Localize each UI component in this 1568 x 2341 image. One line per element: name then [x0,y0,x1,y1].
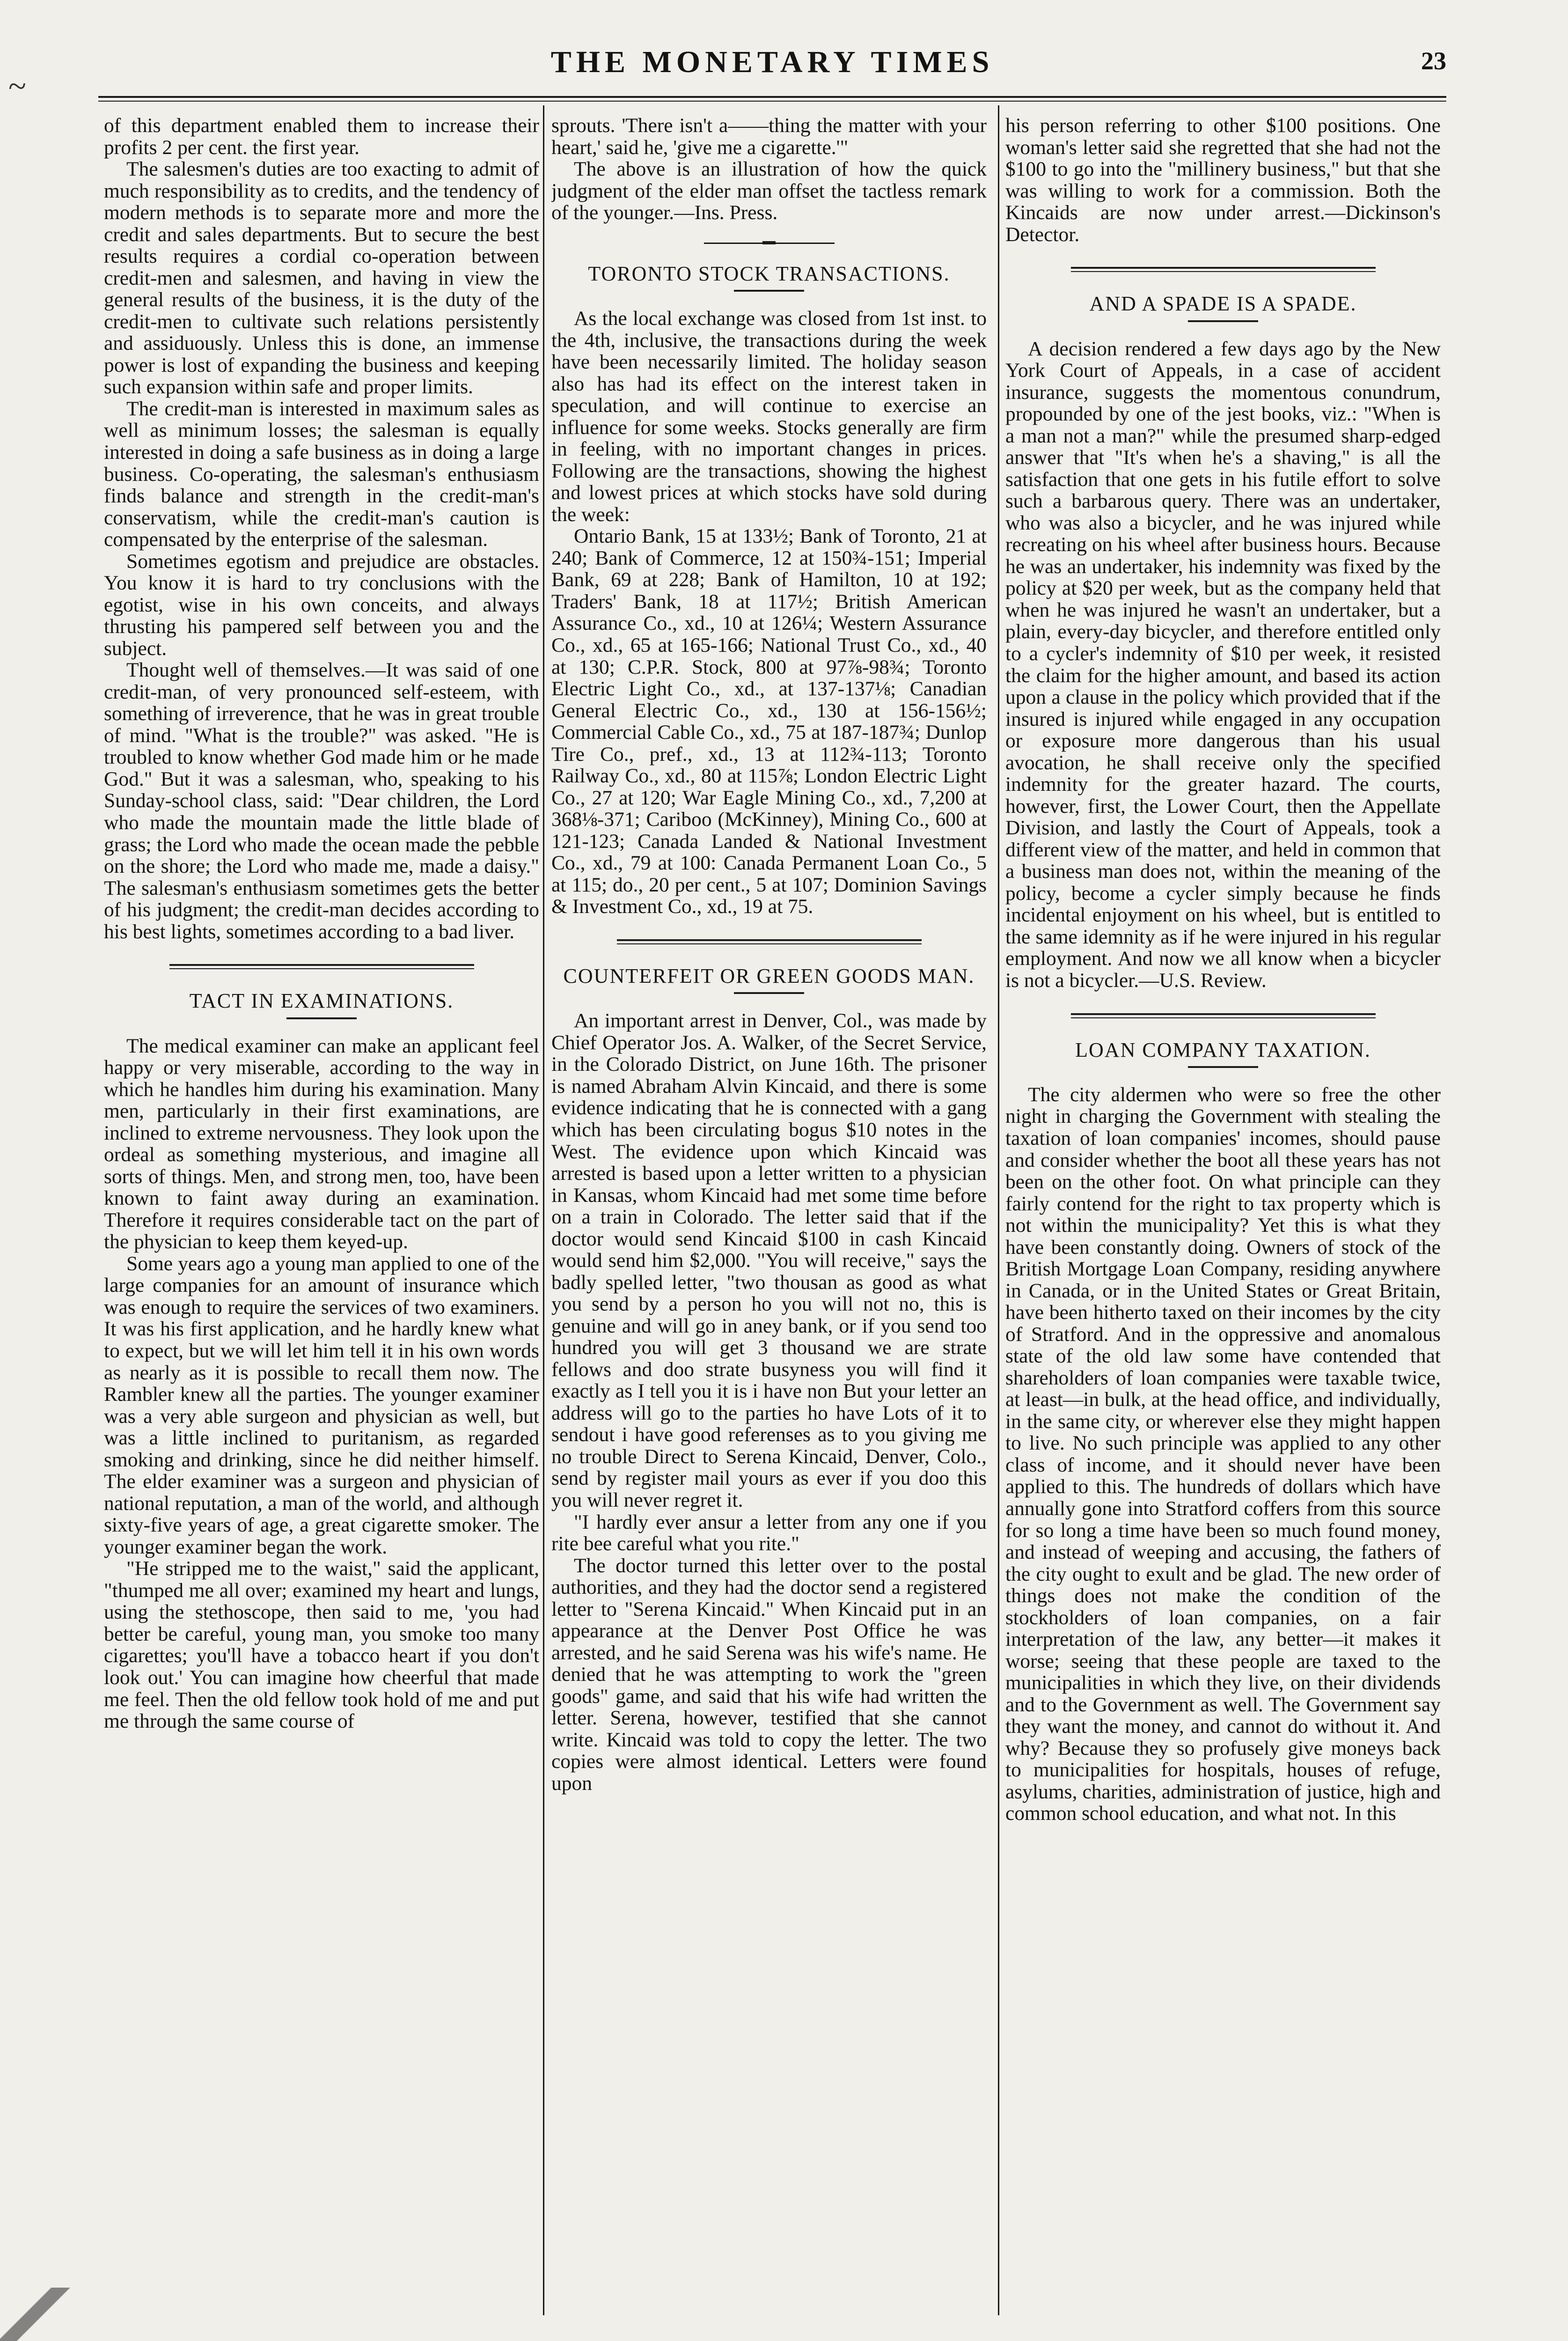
article-paragraph: Some years ago a young man applied to one of the large companies for an amount of insurance which was enough to require the services of two examiners. It was his first application, and he hardly knew what to expect, but we will let him tell it in his own words as nearly as it is possible to recall them now. The Rambler knew all the parties. The younger examiner was a very able surgeon and physician as well, but was a little inclined to puritanism, as regarded smoking and drinking, since he did neither himself. The elder examiner was a surgeon and physician of national reputation, a man of the world, and although sixty-five years of age, a great cigarette smoker. The younger examiner began the work. [104,1252,539,1558]
column-3 [1005,115,1441,2315]
article-paragraph: The salesmen's duties are too exacting to admit of much responsibility as to credits, and the tendency of modern methods is to separate more and more the credit and sales departments. But to secure the best results requires a cordial co-operation between credit-men and salesmen, and having in view the general results of the business, it is the duty of the credit-men to cultivate such relations persistently and assiduously. Unless this is done, an immense power is lost of expanding the business and keeping such expansion within safe and proper limits. [104,158,539,398]
article-paragraph: The above is an illustration of how the quick judgment of the elder man offset the tactless remark of the younger.—Ins. Press. [551,158,987,224]
article-paragraph: Ontario Bank, 15 at 133½; Bank of Toronto, 21 at 240; Bank of Commerce, 12 at 150¾-151; Imperial Bank, 69 at 228; Bank of Hamilton, 10 at 192; Traders' Bank, 18 at 117½; British American Assurance Co., xd., 10 at 126¼; Western Assurance Co., xd., 65 at 165-166; National Trust Co., xd., 40 at 130; C.P.R. Stock, 800 at 97⅞-98¾; Toronto Electric Light Co., xd., at 137-137⅛; Canadian General Electric Co., xd., 130 at 156-156½; Commercial Cable Co., xd., 75 at 187-187¾; Dunlop Tire Co., pref., xd., 13 at 112¾-113; Toronto Railway Co., xd., 80 at 115⅞; London Electric Light Co., 27 at 120; War Eagle Mining Co., xd., 7,200 at 368⅛-371; Cariboo (McKinney), Mining Co., 600 at 121-123; Canada Landed & National Investment Co., xd., 79 at 100: Canada Permanent Loan Co., 5 at 115; do., 20 per cent., 5 at 107; Dominion Savings & Investment Co., xd., 19 at 75. [551,525,987,918]
page-number: 23 [1421,47,1446,75]
article-paragraph: The doctor turned this letter over to the postal authorities, and they had the doctor send a registered letter to "Serena Kincaid." When Kincaid put in an appearance at the Denver Post Office he was arrested, and he said Serena was his wife's name. He denied that he was attempting to work the "green goods" game, and said that his wife had written the letter. Serena, however, testified that she cannot write. Kincaid was told to copy the letter. The two copies were almost identical. Letters were found upon [551,1554,987,1795]
heading-underline [286,1017,357,1019]
article-separator [704,243,835,244]
masthead-title: THE MONETARY TIMES [550,45,994,79]
masthead-rule [98,96,1446,102]
article-paragraph: Thought well of themselves.—It was said of one credit-man, of very pronounced self-esteem, with something of irreverence, that he was in great trouble of mind. "What is the trouble?" was asked. "He is troubled to know whether God made him or he made God." But it was a salesman, who, speaking to his Sunday-school class, said: "Dear children, the Lord who made the mountain made the little blade of grass; the Lord who made the ocean made the pebble on the shore; the Lord who made me, made a daisy." The salesman's enthusiasm sometimes gets the better of his judgment; the credit-man decides according to his best lights, sometimes according to a bad liver. [104,659,539,943]
article-separator [1071,1013,1376,1018]
column-rule [543,105,544,2315]
article-paragraph: "He stripped me to the waist," said the applicant, "thumped me all over; examined my heart and lungs, using the stethoscope, then said to me, 'you had better be careful, young man, you smoke too many cigarettes; you'll have a tobacco heart if you don't look out.' You can imagine how cheerful that made me feel. Then the old fellow took hold of me and put me through the same course of [104,1557,539,1733]
article-paragraph: As the local exchange was closed from 1st inst. to the 4th, inclusive, the transactions during the week have been necessarily limited. The holiday season also has had its effect on the interest taken in speculation, and will continue to exercise an influence for some weeks. Stocks generally are firm in feeling, with no important changes in prices. Following are the transactions, showing the highest and lowest prices at which stocks have sold during the week: [551,307,987,526]
article-separator [617,939,922,944]
article-separator [169,964,474,969]
article-heading: COUNTERFEIT OR GREEN GOODS MAN. [563,964,975,987]
page-edge-shadow [0,2288,70,2341]
article-heading: AND A SPADE IS A SPADE. [1089,292,1357,316]
margin-mark: ~ [8,68,26,104]
heading-underline [734,992,804,994]
column-2 [551,115,987,2315]
heading-underline [1188,320,1258,322]
article-paragraph: his person referring to other $100 positions. One woman's letter said she regretted that she had not the $100 to go into the "millinery business," but that she was willing to work for a commission. Both the Kincaids are now under arrest.—Dickinson's Detector. [1005,115,1441,246]
masthead [98,44,1446,87]
article-paragraph: "I hardly ever ansur a letter from any one if you rite bee careful what you rite." [551,1510,987,1555]
article-paragraph: An important arrest in Denver, Col., was made by Chief Operator Jos. A. Walker, of the Secret Service, in the Colorado District, on June 16th. The prisoner is named Abraham Alvin Kincaid, and there is some evidence indicating that he is connected with a gang which has been circulating bogus $10 notes in the West. The evidence upon which Kincaid was arrested is based upon a letter written to a physician in Kansas, whom Kincaid had met some time before on a train in Colorado. The letter said that if the doctor would send Kincaid $100 in cash Kincaid would send him $2,000. "You will receive," says the badly spelled letter, "two thousan as good as what you send by a person ho you will not no, this is genuine and will go in aney bank, or if you send too hundred you will get 3 thousand we are strate fellows and doo strate busyness you will find it exactly as I tell you it is i have non But your letter an address will go to the parties ho have Lots of it to sendout i have good referenses as to you giving me no trouble Direct to Serena Kincaid, Denver, Colo., send by register mail yours as ever if you doo this you will never regret it. [551,1009,987,1511]
heading-underline [1188,1066,1258,1068]
column-rule [998,105,999,2315]
article-paragraph: The city aldermen who were so free the other night in charging the Government with stealing the taxation of loan companies' incomes, should pause and consider whether the boot all these years has not been on the other foot. On what principle can they fairly contend for the right to tax property which is not within the municipality? Yet this is what they have been constantly doing. Owners of stock of the British Mortgage Loan Company, residing anywhere in Canada, or in the United States or Great Britain, have been hitherto taxed on their incomes by the city of Stratford. And in the oppressive and anomalous state of the old law some have contended that shareholders of loan companies were taxable twice, at least—in bulk, at the head office, and individually, in the same city, or wherever else they might happen to live. No such principle was applied to any other class of income, and it should never have been applied to this. The hundreds of dollars which have annually gone into Stratford coffers from this source for so long a time have been so much found money, and instead of weeping and accusing, the fathers of the city ought to exult and be glad. The new order of things does not make the condition of the stockholders of loan companies, on a fair interpretation of the law, any better—it makes it worse; seeing that these people are taxed to the municipalities in which they live, on their dividends and to the Government as well. The Government say they want the money, and cannot do without it. And why? Because they so profusely give moneys back to municipalities for hospitals, houses of refuge, asylums, charities, administration of justice, high and common school education, and what not. In this [1005,1083,1441,1825]
column-1 [104,115,539,2315]
article-heading: LOAN COMPANY TAXATION. [1075,1038,1371,1061]
article-paragraph: The medical examiner can make an applicant feel happy or very miserable, according to the way in which he handles him during his examination. Many men, particularly in their first examinations, are inclined to extreme nervousness. They look upon the ordeal as something mysterious, and imagine all sorts of things. Men, and strong men, too, have been known to faint away during an examination. Therefore it requires considerable tact on the part of the physician to keep them keyed-up. [104,1034,539,1253]
heading-underline [734,290,804,292]
article-paragraph: A decision rendered a few days ago by the New York Court of Appeals, in a case of accident insurance, suggests the momentous conundrum, propounded by one of the jest books, viz.: "When is a man not a man?" while the presumed sharp-edged answer that "It's when he's a shaving," is all the satisfaction that one gets in his futile effort to solve such a barbarous query. There was an undertaker, who was also a bicycler, and he was injured while recreating on his wheel after business hours. Because he was an undertaker, his indemnity was fixed by the policy at $20 per week, but as the company held that when he was injured he wasn't an undertaker, but a plain, every-day bicycler, and therefore entitled only to a cycler's indemnity of $10 per week, it resisted the claim for the higher amount, and based its action upon a clause in the policy which provided that if the insured is injured while engaged in any occupation or exposure more dangerous than his usual avocation, he shall receive only the specified indemnity for the greater hazard. The courts, however, first, the Lower Court, then the Appellate Division, and lastly the Court of Appeals, took a different view of the matter, and held in common that a business man does not, within the meaning of the policy, become a cycler simply because he finds incidental enjoyment on his wheel, but is entitled to the same idemnity as if he were injured in his regular employment. And now we all know when a bicycler is not a bicycler.—U.S. Review. [1005,337,1441,992]
article-heading: TORONTO STOCK TRANSACTIONS. [588,262,950,285]
article-separator [1071,267,1376,272]
article-paragraph: of this department enabled them to increase their profits 2 per cent. the first year. [104,115,539,159]
article-paragraph: The credit-man is interested in maximum sales as well as minimum losses; the salesman is equally interested in doing a safe business as in doing a large business. Co-operating, the salesman's enthusiasm finds balance and strength in the credit-man's conservatism, while the credit-man's caution is compensated by the enterprise of the salesman. [104,397,539,551]
article-paragraph: sprouts. 'There isn't a——thing the matter with your heart,' said he, 'give me a cigarette.'" [551,115,987,159]
article-heading: TACT IN EXAMINATIONS. [189,989,454,1013]
article-paragraph: Sometimes egotism and prejudice are obstacles. You know it is hard to try conclusions with the egotist, wise in his own conceits, and always thrusting his pampered self between you and the subject. [104,550,539,660]
